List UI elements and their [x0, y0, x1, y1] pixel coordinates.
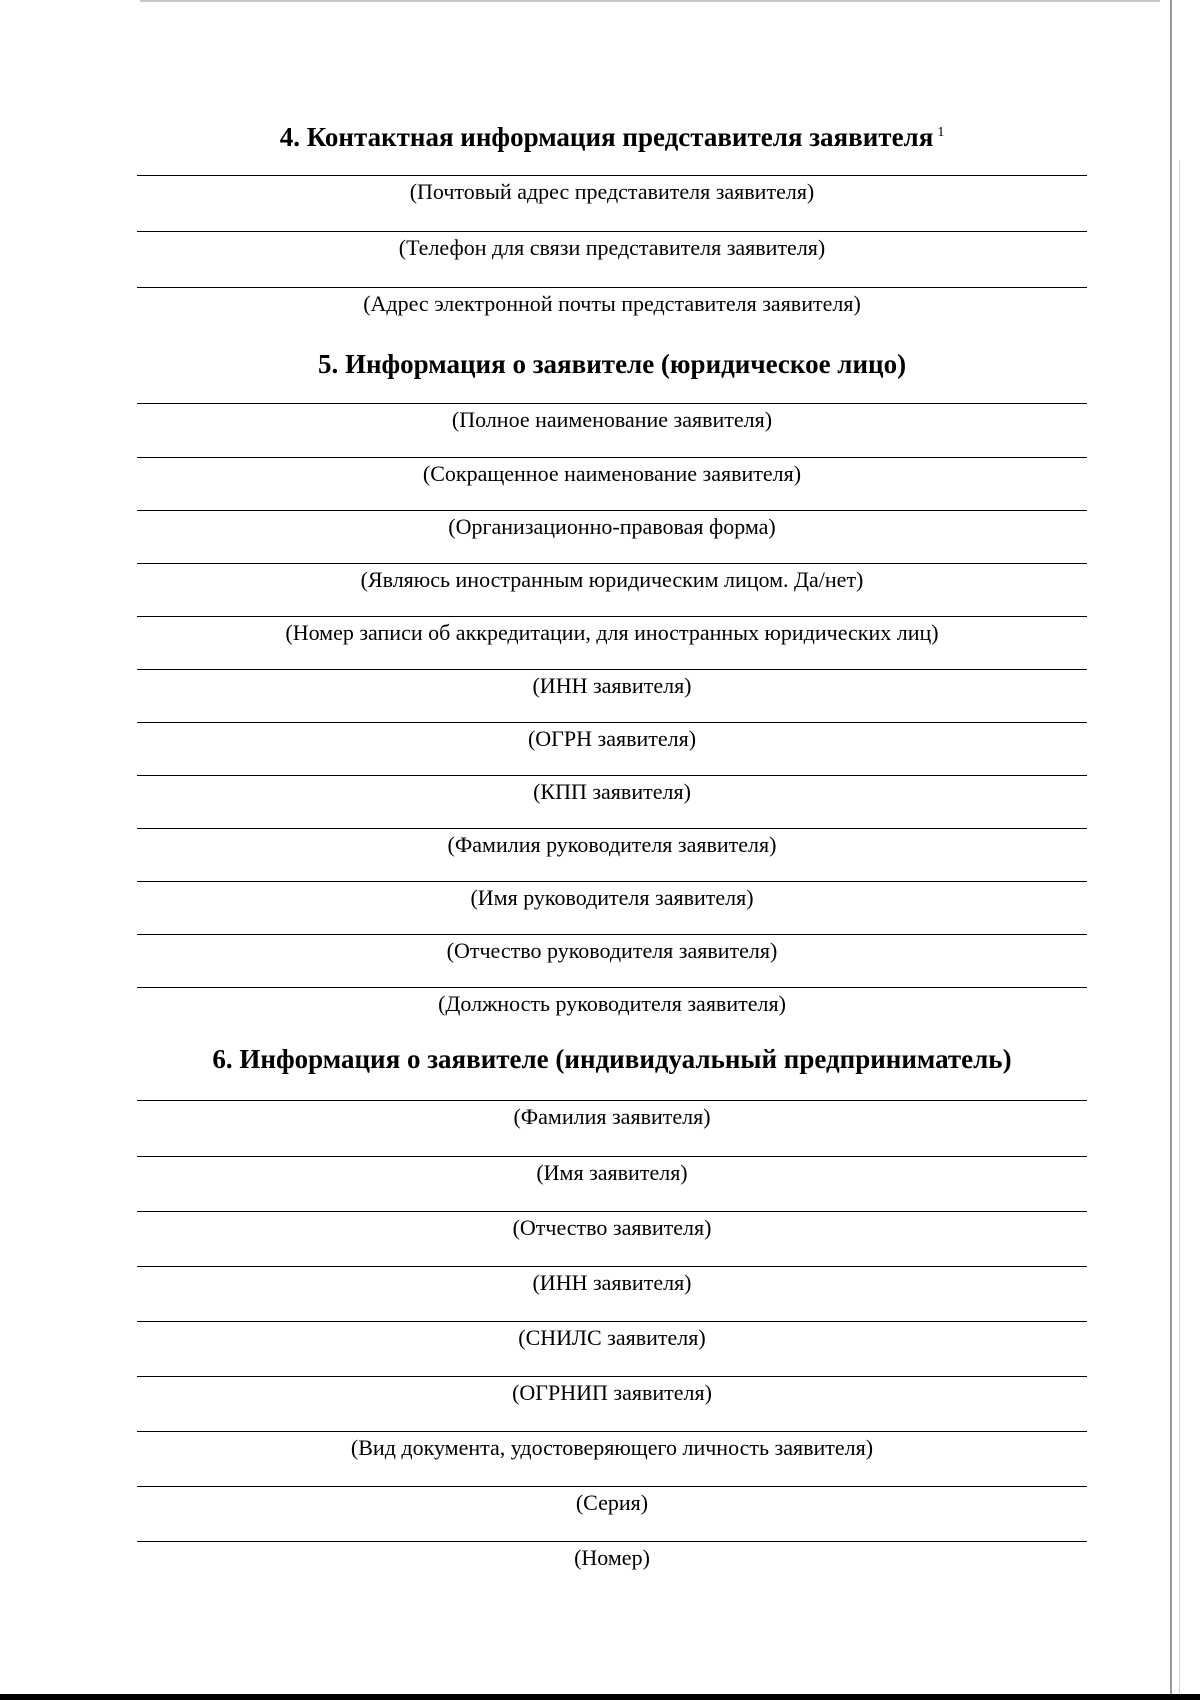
field-caption: (Полное наименование заявителя): [451, 407, 773, 432]
field-caption: (Вид документа, удостоверяющего личность заявителя): [350, 1435, 874, 1460]
entry-line: [137, 1266, 1087, 1267]
entry-line: [137, 510, 1087, 511]
field-caption: (Серия): [575, 1490, 649, 1515]
field-caption: (Сокращенное наименование заявителя): [422, 461, 802, 486]
field-caption: (Имя руководителя заявителя): [470, 885, 754, 910]
field-caption: (Фамилия заявителя): [513, 1104, 711, 1129]
entry-line: [137, 934, 1087, 935]
field-caption: (Номер): [574, 1545, 650, 1570]
field-representative-postal-address[interactable]: [137, 175, 1087, 206]
scan-edge-bottom: [0, 1694, 1200, 1700]
field-representative-phone[interactable]: [137, 231, 1087, 262]
footnote-marker: 1: [937, 125, 945, 140]
field-foreign-entity[interactable]: [137, 563, 1087, 594]
field-ip-patronymic[interactable]: [137, 1211, 1087, 1242]
entry-line: [137, 1376, 1087, 1377]
field-caption: (ИНН заявителя): [532, 673, 692, 698]
field-caption: (ИНН заявителя): [532, 1270, 692, 1295]
entry-line: [137, 1211, 1087, 1212]
field-caption: (Являюсь иностранным юридическим лицом. Да/нет): [360, 567, 864, 592]
section-4-title: 4. Контактная информация представителя заявителя: [279, 122, 934, 152]
entry-line: [137, 828, 1087, 829]
section-5-title: 5. Информация о заявителе (юридическое лицо): [317, 349, 907, 379]
field-head-surname[interactable]: [137, 828, 1087, 859]
field-full-name[interactable]: [137, 403, 1087, 434]
entry-line: [137, 403, 1087, 404]
field-caption: (ОГРНИП заявителя): [512, 1380, 712, 1405]
section-6-title: 6. Информация о заявителе (индивидуальный предприниматель): [212, 1044, 1012, 1074]
field-ip-name[interactable]: [137, 1156, 1087, 1187]
field-head-name[interactable]: [137, 881, 1087, 912]
field-caption: (Организационно-правовая форма): [448, 514, 776, 539]
field-ogrn[interactable]: [137, 722, 1087, 753]
section-6-heading: [137, 1042, 1087, 1076]
entry-line: [137, 1486, 1087, 1487]
field-head-patronymic[interactable]: [137, 934, 1087, 965]
field-caption: (Имя заявителя): [536, 1160, 688, 1185]
entry-line: [137, 1100, 1087, 1101]
field-accreditation-number[interactable]: [137, 616, 1087, 647]
field-short-name[interactable]: [137, 457, 1087, 488]
entry-line: [137, 1541, 1087, 1542]
field-caption: (Номер записи об аккредитации, для иностранных юридических лиц): [285, 620, 939, 645]
field-caption: (Телефон для связи представителя заявителя): [398, 235, 826, 260]
field-caption: (Почтовый адрес представителя заявителя): [409, 179, 815, 204]
entry-line: [137, 775, 1087, 776]
entry-line: [137, 616, 1087, 617]
scan-edge-top: [140, 0, 1160, 2]
section-4-heading: [137, 116, 1087, 154]
entry-line: [137, 231, 1087, 232]
field-head-position[interactable]: [137, 987, 1087, 1018]
field-caption: (Адрес электронной почты представителя заявителя): [363, 291, 861, 316]
field-id-number[interactable]: [137, 1541, 1087, 1572]
field-ip-surname[interactable]: [137, 1100, 1087, 1131]
entry-line: [137, 175, 1087, 176]
field-ip-snils[interactable]: [137, 1321, 1087, 1352]
field-representative-email[interactable]: [137, 287, 1087, 318]
entry-line: [137, 1156, 1087, 1157]
field-caption: (КПП заявителя): [533, 779, 691, 804]
section-5-heading: [137, 347, 1087, 381]
entry-line: [137, 457, 1087, 458]
entry-line: [137, 669, 1087, 670]
entry-line: [137, 1431, 1087, 1432]
entry-line: [137, 563, 1087, 564]
field-caption: (Должность руководителя заявителя): [438, 991, 786, 1016]
scan-edge-right: [1170, 0, 1172, 1700]
field-ip-ogrnip[interactable]: [137, 1376, 1087, 1407]
field-ip-inn[interactable]: [137, 1266, 1087, 1297]
field-id-document-type[interactable]: [137, 1431, 1087, 1462]
field-caption: (Фамилия руководителя заявителя): [447, 832, 777, 857]
field-caption: (СНИЛС заявителя): [518, 1325, 706, 1350]
field-kpp[interactable]: [137, 775, 1087, 806]
entry-line: [137, 722, 1087, 723]
field-caption: (ОГРН заявителя): [527, 726, 697, 751]
field-legal-form[interactable]: [137, 510, 1087, 541]
entry-line: [137, 881, 1087, 882]
entry-line: [137, 987, 1087, 988]
field-id-series[interactable]: [137, 1486, 1087, 1517]
field-inn[interactable]: [137, 669, 1087, 700]
field-caption: (Отчество руководителя заявителя): [446, 938, 778, 963]
entry-line: [137, 1321, 1087, 1322]
field-caption: (Отчество заявителя): [512, 1215, 712, 1240]
entry-line: [137, 287, 1087, 288]
scan-edge-right-inner: [1179, 160, 1180, 1700]
